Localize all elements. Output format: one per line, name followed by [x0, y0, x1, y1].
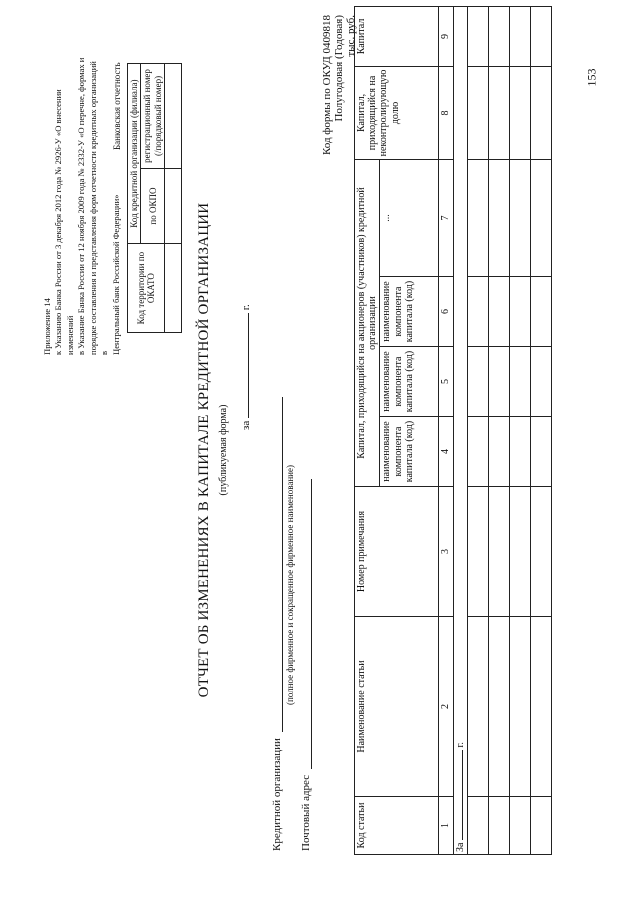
- report-period: [240, 304, 252, 430]
- reg-number-cell: [165, 64, 182, 169]
- report-subtitle: (публикуемая форма): [218, 404, 229, 496]
- address-row: [300, 479, 312, 851]
- appendix-line: к Указанию Банка России от 3 декабря 2012 года № 2926-У «О внесении изменений: [53, 89, 75, 355]
- column-number: 7: [439, 159, 453, 276]
- org-name-row: [271, 397, 283, 851]
- column-number: 2: [439, 617, 453, 797]
- reg-number-header: регистрационный номер (/порядковый номер): [141, 64, 165, 169]
- za-suffix: г.: [454, 742, 466, 748]
- za-prefix: За: [454, 842, 466, 852]
- units: тыс. руб.: [345, 15, 358, 57]
- periodicity: Полугодовая (Годовая): [333, 15, 346, 122]
- territory-code-cell: [165, 244, 182, 333]
- table-row: [509, 6, 530, 854]
- appendix-note: [42, 55, 122, 355]
- page-number: 153: [584, 68, 599, 87]
- table-row: [530, 6, 551, 854]
- period-row: [453, 6, 467, 854]
- column-number: 6: [439, 277, 453, 347]
- territory-code-header: Код территории по ОКАТО: [128, 244, 165, 333]
- appendix-line: в Указание Банка России от 12 ноября 2009 года № 2332-У «О перечне, формах и: [76, 57, 87, 355]
- org-code-header: Код кредитной организации (филиала): [128, 64, 141, 244]
- column-number: 8: [439, 66, 453, 159]
- rotated-page-content: [8, 15, 608, 885]
- org-hint: (полное фирменное и сокращенное фирменное наименование): [285, 465, 295, 705]
- period-prefix: за: [240, 420, 252, 430]
- okpo-header: по ОКПО: [141, 168, 165, 243]
- org-label: Кредитной организации: [271, 738, 283, 851]
- column-number: 3: [439, 487, 453, 617]
- appendix-line: порядке составления и представления форм отчетности кредитных организаций в: [87, 61, 110, 355]
- header-noncontrolling: Капитал, приходящийся на неконтролирующую долю: [355, 66, 439, 159]
- codes-table: [127, 63, 182, 333]
- za-blank-line: [462, 750, 463, 840]
- header-ellipsis: ...: [380, 159, 439, 276]
- capital-changes-table: [354, 6, 552, 855]
- okpo-cell: [165, 168, 182, 243]
- column-number: 4: [439, 417, 453, 487]
- form-code-block: [321, 15, 357, 285]
- org-blank-line: [271, 397, 283, 732]
- header-name: Наименование статьи: [355, 617, 439, 797]
- period-blank-line: [248, 313, 249, 418]
- header-code: Код статьи: [355, 797, 439, 855]
- report-title: ОТЧЕТ ОБ ИЗМЕНЕНИЯХ В КАПИТАЛЕ КРЕДИТНОЙ ОРГАНИЗАЦИИ: [196, 202, 212, 698]
- address-label: Почтовый адрес: [300, 774, 312, 851]
- header-capital: Капитал: [355, 6, 439, 66]
- column-number: 1: [439, 797, 453, 855]
- header-shareholders: Капитал, приходящийся на акционеров (участников) кредитной организации: [355, 159, 380, 486]
- appendix-line: Центральный банк Российской Федерации»: [110, 194, 121, 355]
- address-blank-line: [300, 479, 312, 769]
- header-component: наименование компонента капитала (код): [380, 417, 439, 487]
- table-row: [467, 6, 488, 854]
- header-component: наименование компонента капитала (код): [380, 277, 439, 347]
- header-component: наименование компонента капитала (код): [380, 347, 439, 417]
- appendix-label: Приложение 14: [42, 298, 52, 355]
- column-number: 9: [439, 6, 453, 66]
- table-row: [488, 6, 509, 854]
- period-suffix: г.: [240, 304, 252, 311]
- bank-reporting-label: Банковская отчетность: [112, 62, 122, 150]
- column-number: 5: [439, 347, 453, 417]
- header-note: Номер примечания: [355, 487, 439, 617]
- okud-code: Код формы по ОКУД 0409818: [321, 15, 333, 156]
